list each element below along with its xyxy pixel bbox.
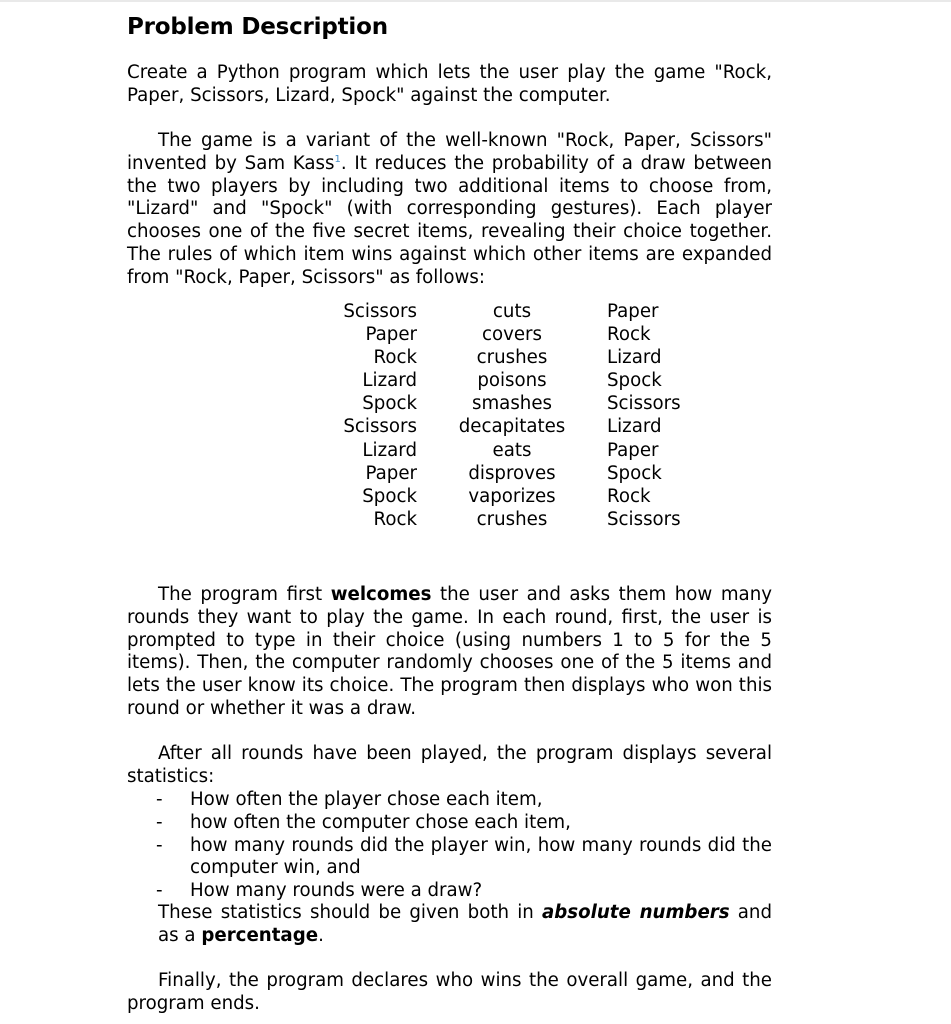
stats-item-text: How many rounds were a draw? bbox=[190, 880, 483, 902]
rule-verb: cuts bbox=[492, 301, 532, 322]
rule-row bbox=[327, 439, 727, 462]
rule-verb: decapitates bbox=[458, 416, 566, 438]
rule-row bbox=[327, 323, 727, 346]
rule-row bbox=[327, 415, 727, 438]
rule-loser: Lizard bbox=[607, 347, 662, 369]
stats-list-item bbox=[156, 789, 772, 812]
rule-row bbox=[327, 462, 727, 485]
rule-loser: Rock bbox=[607, 485, 651, 507]
rule-winner: Scissors bbox=[343, 301, 417, 322]
bullet-dash: - bbox=[156, 880, 163, 902]
rule-loser: Scissors bbox=[607, 508, 681, 530]
rule-verb: covers bbox=[481, 324, 543, 346]
rule-winner: Lizard bbox=[362, 439, 417, 461]
program-paragraph bbox=[127, 584, 772, 721]
rule-verb: poisons bbox=[477, 370, 547, 392]
rule-row bbox=[327, 508, 727, 531]
stats-list-item bbox=[156, 835, 772, 881]
stats-intro-paragraph: After all rounds have been played, the program displays several statistics: bbox=[127, 743, 772, 787]
stats-list-item bbox=[156, 880, 772, 903]
final-paragraph: Finally, the program declares who wins the overall game, and the program ends. bbox=[127, 970, 772, 1014]
rules-table bbox=[327, 300, 727, 531]
percentage-bold: percentage bbox=[201, 924, 319, 946]
welcomes-bold: welcomes bbox=[330, 584, 432, 605]
rule-winner: Spock bbox=[362, 393, 417, 415]
bullet-dash: - bbox=[156, 834, 163, 856]
rule-winner: Scissors bbox=[343, 416, 417, 438]
program-text-end: the user and asks them how many rounds they want to play the game. In each round, first, the user is prompted to type in their choice (using numbers 1 to 5 for the 5 items). Then, the computer randomly chooses one of the 5 items and lets the user know its choice. The program then displays who won this round or whether it was a draw. bbox=[127, 584, 772, 719]
stats-format-text-2: and as a bbox=[158, 902, 773, 946]
stats-format-text-3: . bbox=[318, 924, 324, 946]
rule-verb: disproves bbox=[468, 462, 556, 484]
stats-item-text: how many rounds did the player win, how many rounds did the computer win, and bbox=[190, 834, 772, 879]
rule-winner: Paper bbox=[365, 462, 417, 484]
rule-winner: Lizard bbox=[362, 370, 417, 392]
rule-verb: smashes bbox=[471, 393, 552, 415]
rule-row bbox=[327, 300, 727, 323]
stats-item-text: how often the computer chose each item, bbox=[190, 811, 571, 833]
bullet-dash: - bbox=[156, 811, 163, 833]
stats-format-paragraph bbox=[158, 902, 772, 948]
rule-loser: Rock bbox=[607, 324, 651, 346]
rule-loser: Lizard bbox=[607, 416, 662, 438]
rule-verb: crushes bbox=[476, 347, 548, 369]
rule-winner: Rock bbox=[373, 347, 417, 369]
rule-row bbox=[327, 392, 727, 415]
rule-row bbox=[327, 369, 727, 392]
variant-text-end: . It reduces the probability of a draw between the two players by including two additional items to choose from, "Lizard" and "Spock" (with corresponding gestures). Each player chooses one of the five secret items, revealing their choice together. The rules of which item wins against which other items are expanded from "Rock, Paper, Scissors" as follows: bbox=[127, 152, 773, 288]
rule-row bbox=[327, 485, 727, 508]
stats-list-item bbox=[156, 812, 772, 835]
absolute-numbers-emphasis: absolute numbers bbox=[542, 902, 730, 923]
page-top-border bbox=[0, 0, 951, 2]
program-text-start: The program first bbox=[158, 584, 331, 605]
stats-list bbox=[156, 789, 772, 903]
footnote-reference[interactable]: 1 bbox=[334, 153, 341, 165]
rule-loser: Spock bbox=[607, 370, 662, 392]
intro-paragraph: Create a Python program which lets the user play the game "Rock, Paper, Scissors, Lizard, Spock" against the computer. bbox=[127, 62, 772, 106]
bullet-dash: - bbox=[156, 789, 163, 810]
rule-loser: Paper bbox=[607, 301, 659, 322]
stats-item-text: How often the player chose each item, bbox=[190, 789, 543, 810]
rule-loser: Paper bbox=[607, 439, 659, 461]
rule-verb: eats bbox=[492, 439, 532, 461]
rule-loser: Scissors bbox=[607, 393, 681, 415]
rule-verb: crushes bbox=[476, 508, 548, 530]
page-title: Problem Description bbox=[127, 14, 388, 40]
rule-winner: Rock bbox=[373, 508, 417, 530]
stats-format-text-1: These statistics should be given both in bbox=[158, 902, 542, 923]
rule-row bbox=[327, 346, 727, 369]
rule-verb: vaporizes bbox=[468, 485, 556, 507]
variant-text-start: The game is a variant of the well-known "Rock, Paper, Scissors" invented by Sam Kass bbox=[127, 130, 772, 174]
variant-paragraph bbox=[127, 130, 772, 290]
rule-loser: Spock bbox=[607, 462, 662, 484]
rule-winner: Spock bbox=[362, 485, 417, 507]
rule-winner: Paper bbox=[365, 324, 417, 346]
